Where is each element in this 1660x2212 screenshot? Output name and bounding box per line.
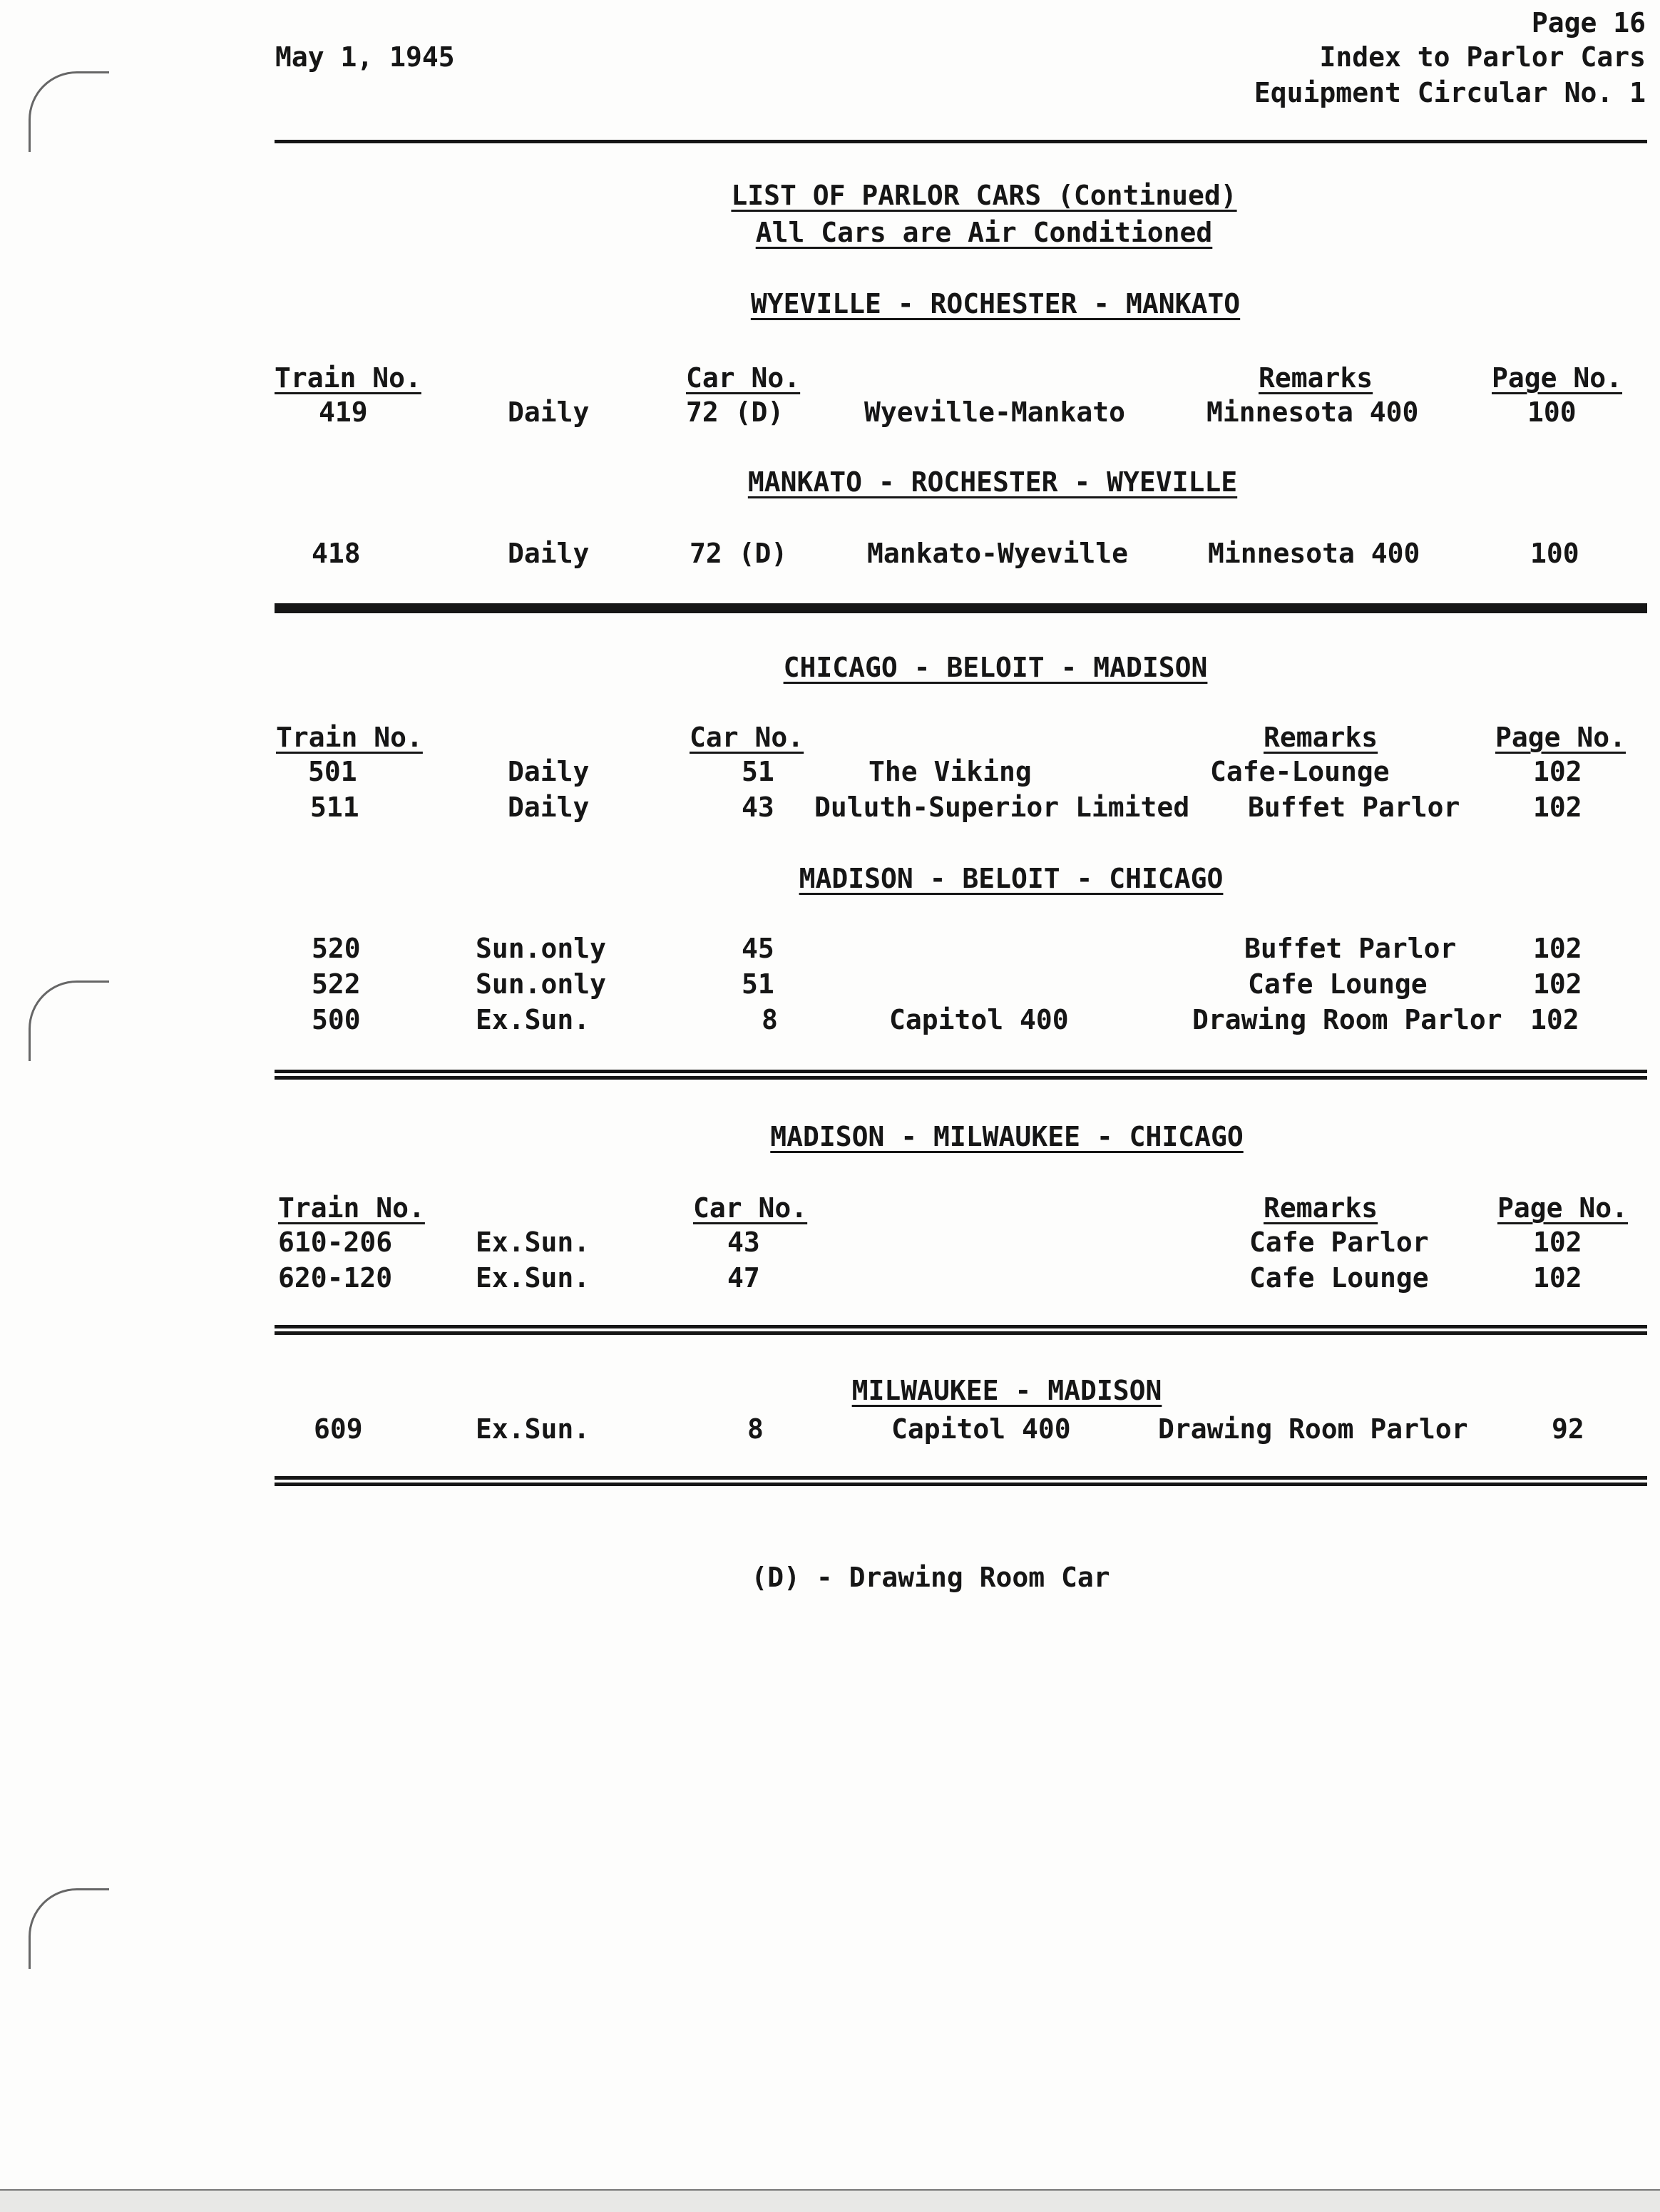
train-number: 522: [312, 968, 361, 1000]
page-number: 92: [1552, 1413, 1584, 1445]
remarks: Cafe Lounge: [1248, 968, 1428, 1000]
car-name: Duluth-Superior Limited: [814, 792, 1190, 823]
column-header-remarks: Remarks: [1259, 362, 1373, 394]
car-name: The Viking: [869, 756, 1032, 787]
car-number: 47: [727, 1262, 760, 1294]
car-name: Mankato-Wyeville: [867, 538, 1129, 569]
remarks: Buffet Parlor: [1244, 933, 1457, 964]
header-rule: [275, 140, 1647, 143]
car-number: 51: [742, 756, 774, 787]
train-number: 501: [308, 756, 357, 787]
section-divider: [275, 1476, 1647, 1486]
car-number: 51: [742, 968, 774, 1000]
service-days: Ex.Sun.: [476, 1413, 590, 1445]
document-subtitle: All Cars are Air Conditioned: [755, 217, 1213, 248]
car-name: Wyeville-Mankato: [864, 396, 1126, 428]
header-page-number: Page 16: [1531, 7, 1646, 39]
column-header-train: Train No.: [278, 1192, 425, 1224]
section-heading: CHICAGO - BELOIT - MADISON: [783, 652, 1208, 683]
section-heading: MANKATO - ROCHESTER - WYEVILLE: [747, 466, 1238, 498]
page-number: 102: [1530, 1004, 1579, 1035]
binder-hole-bottom: [29, 1888, 109, 1969]
service-days: Daily: [508, 756, 590, 787]
section-heading: MADISON - BELOIT - CHICAGO: [799, 863, 1224, 894]
section-divider: [275, 1325, 1647, 1335]
page-number: 100: [1530, 538, 1579, 569]
car-number: 43: [742, 792, 774, 823]
car-name: Capitol 400: [891, 1413, 1071, 1445]
service-days: Ex.Sun.: [476, 1262, 590, 1294]
page-number: 102: [1533, 933, 1582, 964]
footnote: (D) - Drawing Room Car: [751, 1562, 1110, 1593]
car-number: 72 (D): [690, 538, 788, 569]
column-header-train: Train No.: [276, 722, 423, 753]
service-days: Ex.Sun.: [476, 1227, 590, 1258]
remarks: Minnesota 400: [1208, 538, 1420, 569]
page-number: 102: [1533, 1262, 1582, 1294]
train-number: 620-120: [278, 1262, 393, 1294]
binder-hole-top: [29, 71, 109, 152]
column-header-car: Car No.: [690, 722, 804, 753]
remarks: Cafe-Lounge: [1210, 756, 1390, 787]
train-number: 511: [310, 792, 359, 823]
train-number: 500: [312, 1004, 361, 1035]
page-number: 102: [1533, 792, 1582, 823]
service-days: Sun.only: [476, 933, 607, 964]
column-header-train: Train No.: [275, 362, 421, 394]
car-number: 45: [742, 933, 774, 964]
document-title: LIST OF PARLOR CARS (Continued): [731, 180, 1237, 211]
section-divider: [275, 603, 1647, 613]
section-heading: MILWAUKEE - MADISON: [851, 1375, 1162, 1406]
page-number: 102: [1533, 1227, 1582, 1258]
service-days: Daily: [508, 792, 590, 823]
page-number: 100: [1527, 396, 1577, 428]
header-index-title: Index to Parlor Cars: [1319, 41, 1646, 73]
column-header-car: Car No.: [693, 1192, 808, 1224]
remarks: Drawing Room Parlor: [1192, 1004, 1502, 1035]
car-name: Capitol 400: [889, 1004, 1069, 1035]
column-header-remarks: Remarks: [1264, 1192, 1378, 1224]
header-date: May 1, 1945: [275, 41, 455, 73]
service-days: Daily: [508, 538, 590, 569]
car-number: 8: [762, 1004, 778, 1035]
page-number: 102: [1533, 756, 1582, 787]
page-number: 102: [1533, 968, 1582, 1000]
remarks: Cafe Lounge: [1249, 1262, 1429, 1294]
column-header-page: Page No.: [1492, 362, 1623, 394]
binder-hole-middle: [29, 980, 109, 1061]
car-number: 72 (D): [686, 396, 784, 428]
train-number: 610-206: [278, 1227, 393, 1258]
section-heading: WYEVILLE - ROCHESTER - MANKATO: [750, 288, 1241, 319]
page-bottom-edge: [0, 2189, 1660, 2212]
section-heading: MADISON - MILWAUKEE - CHICAGO: [770, 1121, 1244, 1152]
car-number: 43: [727, 1227, 760, 1258]
train-number: 418: [312, 538, 361, 569]
section-divider: [275, 1070, 1647, 1080]
column-header-page: Page No.: [1495, 722, 1626, 753]
remarks: Minnesota 400: [1206, 396, 1419, 428]
service-days: Sun.only: [476, 968, 607, 1000]
train-number: 419: [319, 396, 368, 428]
header-circular: Equipment Circular No. 1: [1254, 77, 1646, 108]
remarks: Buffet Parlor: [1248, 792, 1460, 823]
remarks: Cafe Parlor: [1249, 1227, 1429, 1258]
train-number: 520: [312, 933, 361, 964]
train-number: 609: [314, 1413, 363, 1445]
remarks: Drawing Room Parlor: [1158, 1413, 1468, 1445]
service-days: Ex.Sun.: [476, 1004, 590, 1035]
column-header-car: Car No.: [686, 362, 801, 394]
service-days: Daily: [508, 396, 590, 428]
car-number: 8: [747, 1413, 764, 1445]
column-header-page: Page No.: [1497, 1192, 1629, 1224]
column-header-remarks: Remarks: [1264, 722, 1378, 753]
